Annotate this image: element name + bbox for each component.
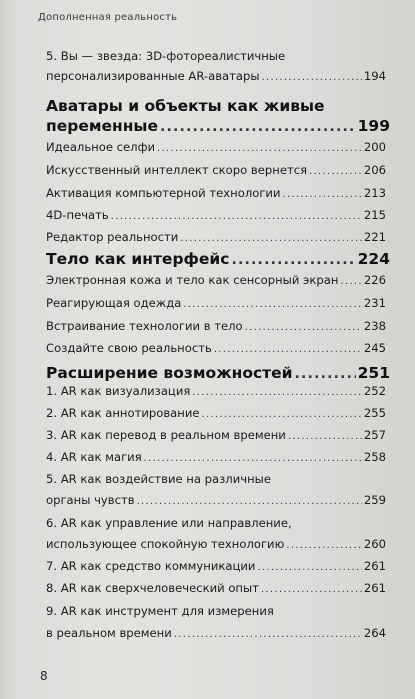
dot-leader xyxy=(192,387,362,398)
toc-entry xyxy=(46,626,386,640)
toc-page-number: 221 xyxy=(363,230,386,244)
toc-entry xyxy=(46,428,386,442)
toc-entry xyxy=(46,186,386,200)
toc-entry-text: 3. AR как перевод в реальном времени xyxy=(46,428,286,442)
toc-section-title: переменные xyxy=(46,117,158,135)
dot-leader xyxy=(174,629,362,640)
toc-entry-text: в реальном времени xyxy=(46,626,172,640)
toc-page-number: 199 xyxy=(357,117,390,135)
toc-section-title: Тело как интерфейс xyxy=(46,250,230,268)
toc-page-number: 194 xyxy=(363,69,386,83)
toc-entry xyxy=(46,273,386,287)
toc-entry xyxy=(46,493,386,507)
dot-leader xyxy=(262,72,362,83)
toc-entry xyxy=(46,384,386,398)
toc-section xyxy=(46,250,390,268)
toc-entry xyxy=(46,581,386,595)
toc-entry-text: 7. AR как средство коммуникации xyxy=(46,559,256,573)
dot-leader xyxy=(183,299,362,310)
dot-leader xyxy=(157,143,362,154)
toc-page-number: 238 xyxy=(363,319,386,333)
dot-leader xyxy=(261,584,362,595)
dot-leader xyxy=(202,409,362,420)
running-head: Дополненная реальность xyxy=(38,12,178,23)
toc-entry xyxy=(46,450,386,464)
toc-entry-text: использующее спокойную технологию xyxy=(46,537,285,551)
toc-entry xyxy=(46,406,386,420)
toc-section-title: Расширение возможностей xyxy=(46,364,293,382)
toc-entry-text: 8. AR как сверхчеловеческий опыт xyxy=(46,581,259,595)
toc-page-number: 260 xyxy=(363,537,386,551)
toc-page-number: 257 xyxy=(363,428,386,442)
dot-leader xyxy=(160,119,356,135)
toc-page-number: 245 xyxy=(363,341,386,355)
toc-entry xyxy=(46,341,386,355)
toc-page-number: 226 xyxy=(363,273,386,287)
toc-page-number: 252 xyxy=(363,384,386,398)
toc-section xyxy=(46,117,390,135)
toc-page-number: 224 xyxy=(357,250,390,268)
toc-page-number: 255 xyxy=(363,406,386,420)
toc-page-number: 231 xyxy=(363,296,386,310)
toc-entry-text: Встраивание технологии в тело xyxy=(46,319,243,333)
toc-page-number: 206 xyxy=(363,163,386,177)
toc-page-number: 261 xyxy=(363,559,386,573)
toc-entry-text: Идеальное селфи xyxy=(46,140,156,154)
dot-leader xyxy=(288,431,362,442)
dot-leader xyxy=(286,540,362,551)
toc-entry-text: 5. AR как воздействие на различные xyxy=(46,472,271,486)
toc-entry-text: Искусственный интеллект скоро вернется xyxy=(46,163,308,177)
toc-entry-text: Электронная кожа и тело как сенсорный экран xyxy=(46,273,339,287)
toc-page-number: 264 xyxy=(363,626,386,640)
dot-leader xyxy=(295,366,356,382)
toc-entry xyxy=(46,140,386,154)
toc-section xyxy=(46,364,390,382)
toc-entry-text: 1. AR как визуализация xyxy=(46,384,191,398)
toc-page-number: 258 xyxy=(363,450,386,464)
toc-entry-text: 4D-печать xyxy=(46,208,109,222)
dot-leader xyxy=(245,322,362,333)
toc-entry-text: 9. AR как инструмент для измерения xyxy=(46,604,274,618)
page-number: 8 xyxy=(40,669,48,683)
dot-leader xyxy=(137,496,362,507)
dot-leader xyxy=(180,233,362,244)
toc-entry-text: Активация компьютерной технологии xyxy=(46,186,281,200)
toc-entry xyxy=(46,559,386,573)
toc-entry-text: 5. Вы — звезда: 3D-фотореалистичные xyxy=(46,49,286,63)
dot-leader xyxy=(214,344,362,355)
toc-entry-text: 6. AR как управление или направление, xyxy=(46,516,292,530)
toc-entry xyxy=(46,163,386,177)
toc-entry xyxy=(46,296,386,310)
toc-entry-text: Редактор реальности xyxy=(46,230,179,244)
toc-entry-text: Создайте свою реальность xyxy=(46,341,212,355)
toc-entry xyxy=(46,537,386,551)
toc-entry-text: 4. AR как магия xyxy=(46,450,142,464)
dot-leader xyxy=(231,252,355,268)
toc-page-number: 200 xyxy=(363,140,386,154)
toc-entry-text: 2. AR как аннотирование xyxy=(46,406,200,420)
toc-page-number: 215 xyxy=(363,208,386,222)
toc-page-number: 251 xyxy=(357,364,390,382)
toc-section-title: Аватары и объекты как живые xyxy=(46,97,325,115)
toc-page-number: 213 xyxy=(363,186,386,200)
toc-entry-text: Реагирующая одежда xyxy=(46,296,182,310)
dot-leader xyxy=(257,562,361,573)
dot-leader xyxy=(111,211,362,222)
toc-entry xyxy=(46,208,386,222)
dot-leader xyxy=(283,189,362,200)
toc-page-number: 261 xyxy=(363,581,386,595)
dot-leader xyxy=(144,453,362,464)
toc-entry xyxy=(46,69,386,83)
dot-leader xyxy=(309,166,362,177)
toc-entry-text: персонализированные AR-аватары xyxy=(46,69,260,83)
dot-leader xyxy=(340,276,361,287)
toc-page-number: 259 xyxy=(363,493,386,507)
toc-entry-text: органы чувств xyxy=(46,493,135,507)
toc-entry xyxy=(46,319,386,333)
toc-entry xyxy=(46,230,386,244)
